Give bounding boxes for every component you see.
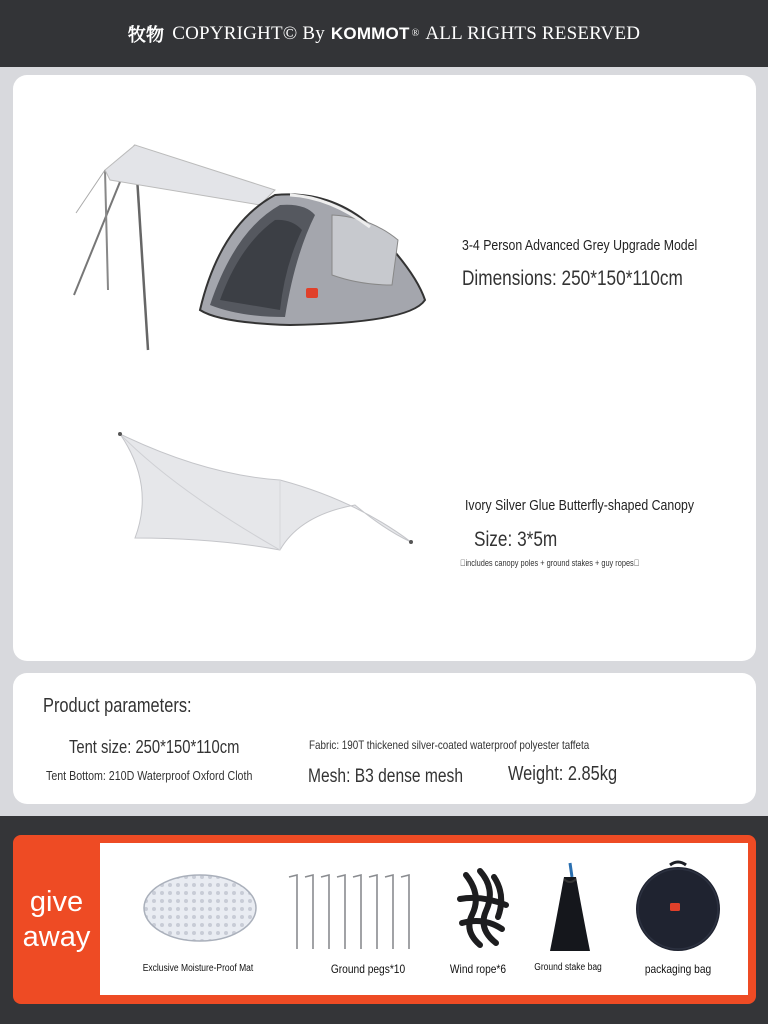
- canopy-size: Size: 3*5m: [474, 528, 558, 551]
- registered-mark: ®: [411, 28, 420, 39]
- ground-pegs-icon: [285, 871, 415, 951]
- brand-name: KOMMOT: [330, 23, 410, 43]
- giveaway-label-line1: give: [29, 885, 84, 918]
- wind-rope-icon: [452, 865, 516, 949]
- packaging-bag-icon: [634, 857, 722, 953]
- gift-label-stake-bag: Ground stake bag: [534, 962, 602, 973]
- param-mesh: Mesh: B3 dense mesh: [308, 766, 464, 787]
- brand-logo-cn: 牧物: [127, 24, 165, 46]
- canopy-icon: [115, 430, 415, 555]
- giveaway-label-line2: away: [22, 920, 91, 953]
- canopy-name: Ivory Silver Glue Butterfly-shaped Canopy: [465, 497, 695, 514]
- gift-label-rope: Wind rope*6: [449, 962, 507, 976]
- gift-label-packaging-bag: packaging bag: [644, 962, 712, 976]
- canopy-includes-note:  includes canopy poles + ground stakes + guy ropes : [460, 558, 640, 568]
- copyright-header: [0, 0, 768, 67]
- tent-icon: [70, 135, 440, 355]
- giveaway-items-panel: [100, 843, 748, 995]
- param-weight: Weight: 2.85kg: [508, 763, 618, 785]
- gift-label-mat: Exclusive Moisture-Proof Mat: [142, 963, 254, 974]
- moisture-proof-mat-icon: [142, 873, 258, 943]
- param-fabric: Fabric: 190T thickened silver-coated waterproof polyester taffeta: [309, 738, 590, 752]
- param-tent-size: Tent size: 250*150*110cm: [69, 737, 240, 757]
- gift-label-pegs: Ground pegs*10: [330, 962, 406, 976]
- giveaway-label: [13, 835, 100, 1004]
- parameters-title: Product parameters:: [43, 695, 192, 717]
- ground-stake-bag-icon: [546, 861, 594, 955]
- giveaway-banner: [13, 835, 756, 1004]
- rights-text: ALL RIGHTS RESERVED: [425, 22, 641, 44]
- tent-model-label: 3-4 Person Advanced Grey Upgrade Model: [462, 237, 698, 254]
- tent-dimensions: Dimensions: 250*150*110cm: [462, 267, 683, 290]
- copyright-text: COPYRIGHT© By: [172, 22, 325, 44]
- param-tent-bottom: Tent Bottom: 210D Waterproof Oxford Cloth: [46, 768, 253, 783]
